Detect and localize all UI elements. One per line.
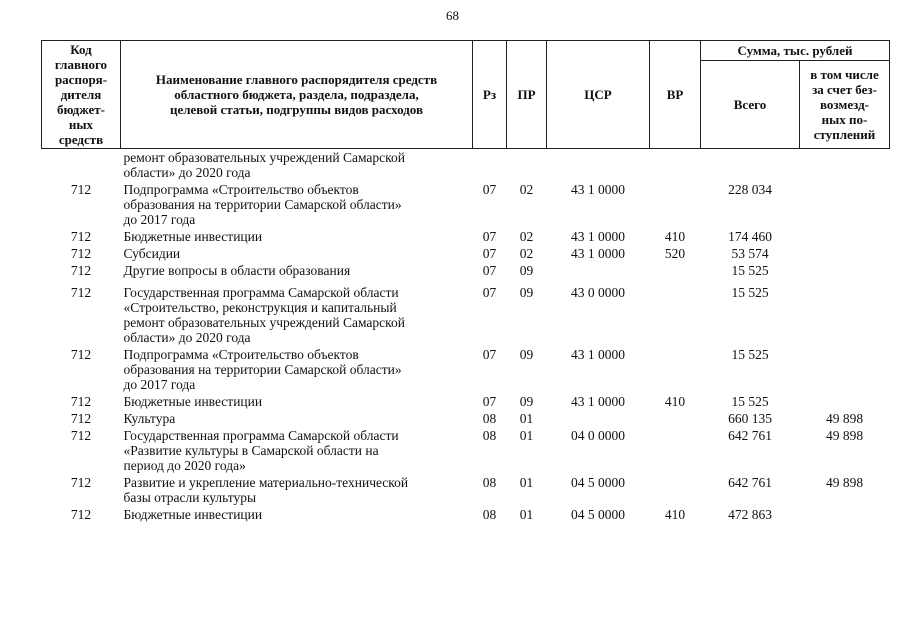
cell-pr: 09 <box>519 347 534 362</box>
cell-vr: 520 <box>664 246 686 261</box>
cell-name: Подпрограмма «Строительство объектов образования на территории Самарской области» до 2017 года <box>123 182 402 227</box>
header-rz: Рз <box>473 41 507 149</box>
table-body <box>42 149 890 524</box>
cell-vr <box>650 149 701 182</box>
cell-code: 712 <box>70 507 92 522</box>
cell-total: 660 135 <box>728 411 772 426</box>
cell-name: Другие вопросы в области образования <box>123 263 351 278</box>
cell-code: 712 <box>70 285 92 300</box>
cell-total: 53 574 <box>731 246 769 261</box>
cell-total <box>701 149 800 182</box>
cell-code: 712 <box>70 246 92 261</box>
cell-total: 642 761 <box>728 428 772 443</box>
cell-csr: 43 1 0000 <box>571 347 625 362</box>
cell-name: ремонт образовательных учреждений Самарской области» до 2020 года <box>123 150 405 180</box>
cell-total: 472 863 <box>728 507 772 522</box>
cell-pr: 01 <box>519 475 534 490</box>
header-pr: ПР <box>507 41 547 149</box>
cell-code: 712 <box>70 182 92 197</box>
cell-name: Культура <box>123 411 176 426</box>
header-sum-group: Сумма, тыс. рублей <box>701 41 890 61</box>
cell-grants: 49 898 <box>825 428 864 443</box>
cell-grants <box>800 149 890 182</box>
table-header <box>42 41 890 149</box>
cell-csr: 43 1 0000 <box>571 182 625 197</box>
cell-pr: 09 <box>519 394 534 409</box>
header-csr: ЦСР <box>547 41 650 149</box>
cell-rz: 08 <box>482 475 497 490</box>
cell-grants: 49 898 <box>825 475 864 490</box>
cell-vr <box>650 181 701 228</box>
cell-csr: 04 0 0000 <box>571 428 625 443</box>
cell-pr: 09 <box>519 285 534 300</box>
cell-name: Субсидии <box>123 246 181 261</box>
cell-pr <box>507 149 547 182</box>
cell-name: Государственная программа Самарской области «Развитие культуры в Самарской области на период до 2020 года» <box>123 428 399 473</box>
header-vr: ВР <box>650 41 701 149</box>
cell-rz: 07 <box>482 263 497 278</box>
cell-total: 15 525 <box>731 263 769 278</box>
cell-rz <box>473 149 507 182</box>
cell-grants <box>800 279 890 346</box>
cell-rz: 08 <box>482 411 497 426</box>
cell-csr <box>547 149 650 182</box>
header-grants: в том числе за счет без- возмезд- ных по- ступлений <box>800 61 890 149</box>
cell-grants <box>800 228 890 245</box>
cell-name: Развитие и укрепление материально-технической базы отрасли культуры <box>123 475 409 505</box>
cell-name: Бюджетные инвестиции <box>123 394 263 409</box>
cell-rz: 07 <box>482 347 497 362</box>
cell-pr: 02 <box>519 229 534 244</box>
cell-csr: 04 5 0000 <box>571 507 625 522</box>
cell-name: Государственная программа Самарской области «Строительство, реконструкция и капитальный ремонт образовательных учреждений Самарской области» до 2020 года <box>123 285 405 345</box>
cell-name: Подпрограмма «Строительство объектов образования на территории Самарской области» до 2017 года <box>123 347 402 392</box>
cell-rz: 08 <box>482 507 497 522</box>
cell-grants <box>800 393 890 410</box>
cell-grants <box>800 262 890 279</box>
cell-pr: 02 <box>519 246 534 261</box>
cell-rz: 07 <box>482 285 497 300</box>
header-name: Наименование главного распорядителя средств областного бюджета, раздела, подраздела, целевой статьи, подгруппы видов расходов <box>121 41 473 149</box>
cell-grants <box>800 346 890 393</box>
cell-grants <box>800 181 890 228</box>
cell-pr: 01 <box>519 411 534 426</box>
cell-grants <box>800 506 890 523</box>
cell-pr: 01 <box>519 507 534 522</box>
cell-rz: 07 <box>482 246 497 261</box>
cell-code: 712 <box>70 394 92 409</box>
cell-csr: 43 1 0000 <box>571 229 625 244</box>
cell-vr <box>650 474 701 506</box>
header-code: Код главного распоря- дителя бюджет- ных средств <box>42 41 121 149</box>
cell-total: 228 034 <box>728 182 772 197</box>
cell-rz: 07 <box>482 229 497 244</box>
cell-name: Бюджетные инвестиции <box>123 229 263 244</box>
cell-rz: 08 <box>482 428 497 443</box>
budget-table <box>41 40 890 523</box>
cell-total: 15 525 <box>731 394 769 409</box>
cell-pr: 09 <box>519 263 534 278</box>
cell-vr: 410 <box>664 507 686 522</box>
cell-csr: 04 5 0000 <box>571 475 625 490</box>
cell-name: Бюджетные инвестиции <box>123 507 263 522</box>
cell-vr: 410 <box>664 229 686 244</box>
cell-code: 712 <box>70 428 92 443</box>
cell-csr: 43 1 0000 <box>571 394 625 409</box>
cell-vr <box>650 427 701 474</box>
cell-csr <box>547 262 650 279</box>
cell-rz: 07 <box>482 182 497 197</box>
cell-vr <box>650 346 701 393</box>
cell-total: 15 525 <box>731 347 769 362</box>
cell-vr <box>650 279 701 346</box>
cell-pr: 01 <box>519 428 534 443</box>
cell-vr <box>650 262 701 279</box>
cell-csr: 43 1 0000 <box>571 246 625 261</box>
header-total: Всего <box>701 61 800 149</box>
cell-vr <box>650 410 701 427</box>
cell-total: 174 460 <box>728 229 772 244</box>
cell-code: 712 <box>70 229 92 244</box>
cell-code: 712 <box>70 411 92 426</box>
page-number: 68 <box>446 8 459 23</box>
cell-code <box>42 149 121 182</box>
cell-code: 712 <box>70 347 92 362</box>
cell-csr <box>547 410 650 427</box>
cell-code: 712 <box>70 475 92 490</box>
cell-csr: 43 0 0000 <box>571 285 625 300</box>
cell-grants <box>800 245 890 262</box>
cell-grants: 49 898 <box>825 411 864 426</box>
cell-vr: 410 <box>664 394 686 409</box>
cell-pr: 02 <box>519 182 534 197</box>
cell-code: 712 <box>70 263 92 278</box>
cell-total: 642 761 <box>728 475 772 490</box>
cell-rz: 07 <box>482 394 497 409</box>
cell-total: 15 525 <box>731 285 769 300</box>
